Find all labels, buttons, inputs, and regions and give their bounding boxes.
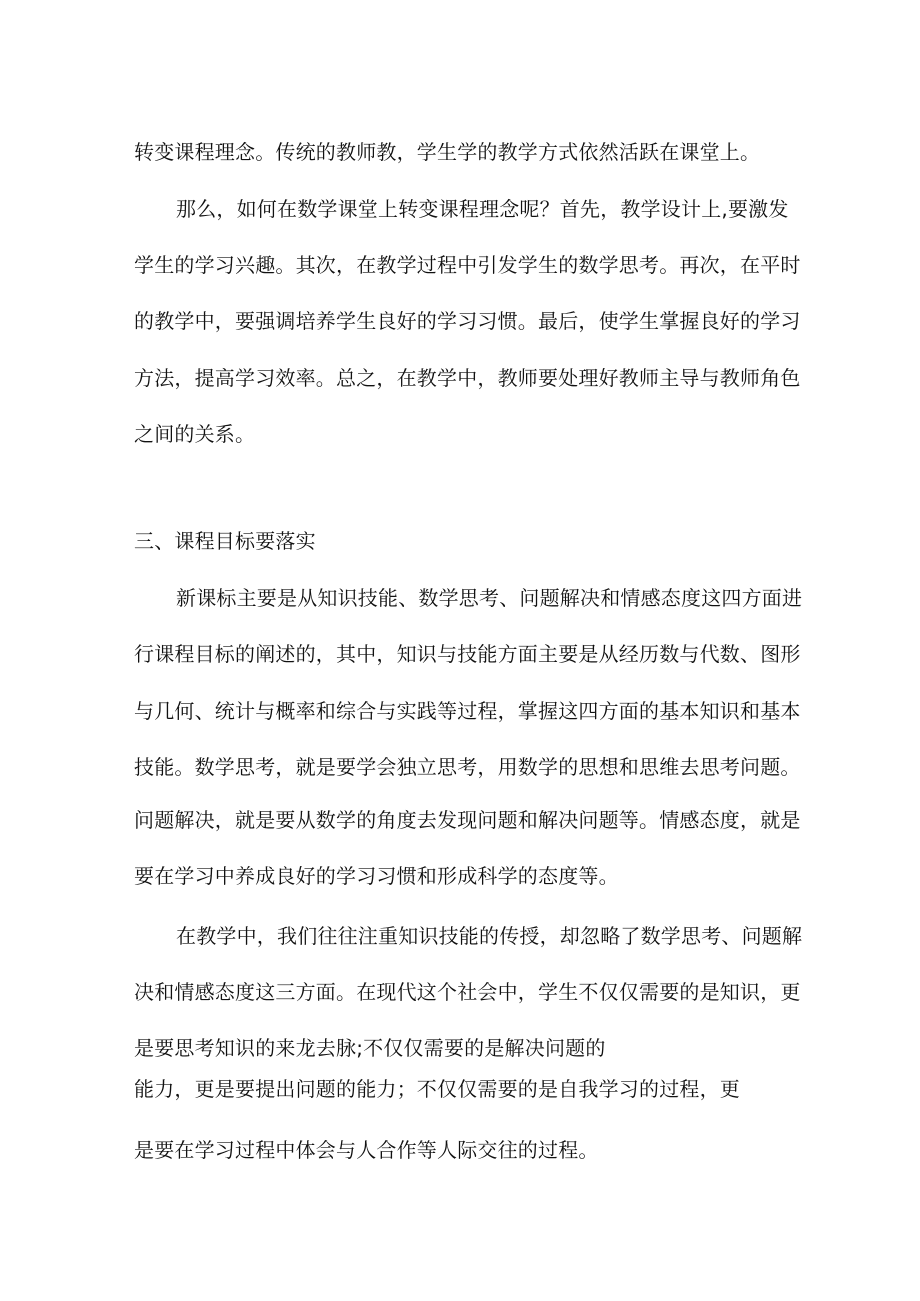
text-line: 决和情感态度这三方面。在现代这个社会中，学生不仅仅需要的是知识，更 — [134, 980, 801, 1004]
text-line: 是要在学习过程中体会与人合作等人际交往的过程。 — [134, 1138, 599, 1162]
text-line: 技能。数学思考，就是要学会独立思考，用数学的思想和思维去思考问题。 — [134, 755, 801, 779]
text-line: 问题解决，就是要从数学的角度去发现问题和解决问题等。情感态度，就是 — [134, 808, 801, 832]
text-line: 是要思考知识的来龙去脉;不仅仅需要的是解决问题的 — [134, 1036, 606, 1060]
text-line: 之间的关系。 — [134, 422, 256, 446]
text-line: 能力，更是要提出问题的能力；不仅仅需要的是自我学习的过程，更 — [134, 1077, 740, 1101]
text-line: 与几何、统计与概率和综合与实践等过程，掌握这四方面的基本知识和基本 — [134, 699, 801, 723]
paragraph-first-line: 在教学中，我们往往注重知识技能的传授，却忽略了数学思考、问题解 — [176, 924, 803, 948]
text-line: 的教学中，要强调培养学生良好的学习习惯。最后，使学生掌握良好的学习 — [134, 309, 801, 333]
text-line: 学生的学习兴趣。其次，在教学过程中引发学生的数学思考。再次，在平时 — [134, 253, 801, 277]
paragraph-first-line: 那么，如何在数学课堂上转变课程理念呢？首先，教学设计上,要激发 — [176, 197, 789, 221]
text-line: 行课程目标的阐述的，其中，知识与技能方面主要是从经历数与代数、图形 — [134, 642, 801, 666]
text-line: 要在学习中养成良好的学习习惯和形成科学的态度等。 — [134, 864, 619, 888]
text-line: 方法，提高学习效率。总之，在教学中，教师要处理好教师主导与教师角色 — [134, 366, 801, 390]
paragraph-first-line: 新课标主要是从知识技能、数学思考、问题解决和情感态度这四方面进 — [176, 586, 803, 610]
section-heading: 三、课程目标要落实 — [134, 529, 316, 553]
text-line: 转变课程理念。传统的教师教，学生学的教学方式依然活跃在课堂上。 — [134, 140, 761, 164]
